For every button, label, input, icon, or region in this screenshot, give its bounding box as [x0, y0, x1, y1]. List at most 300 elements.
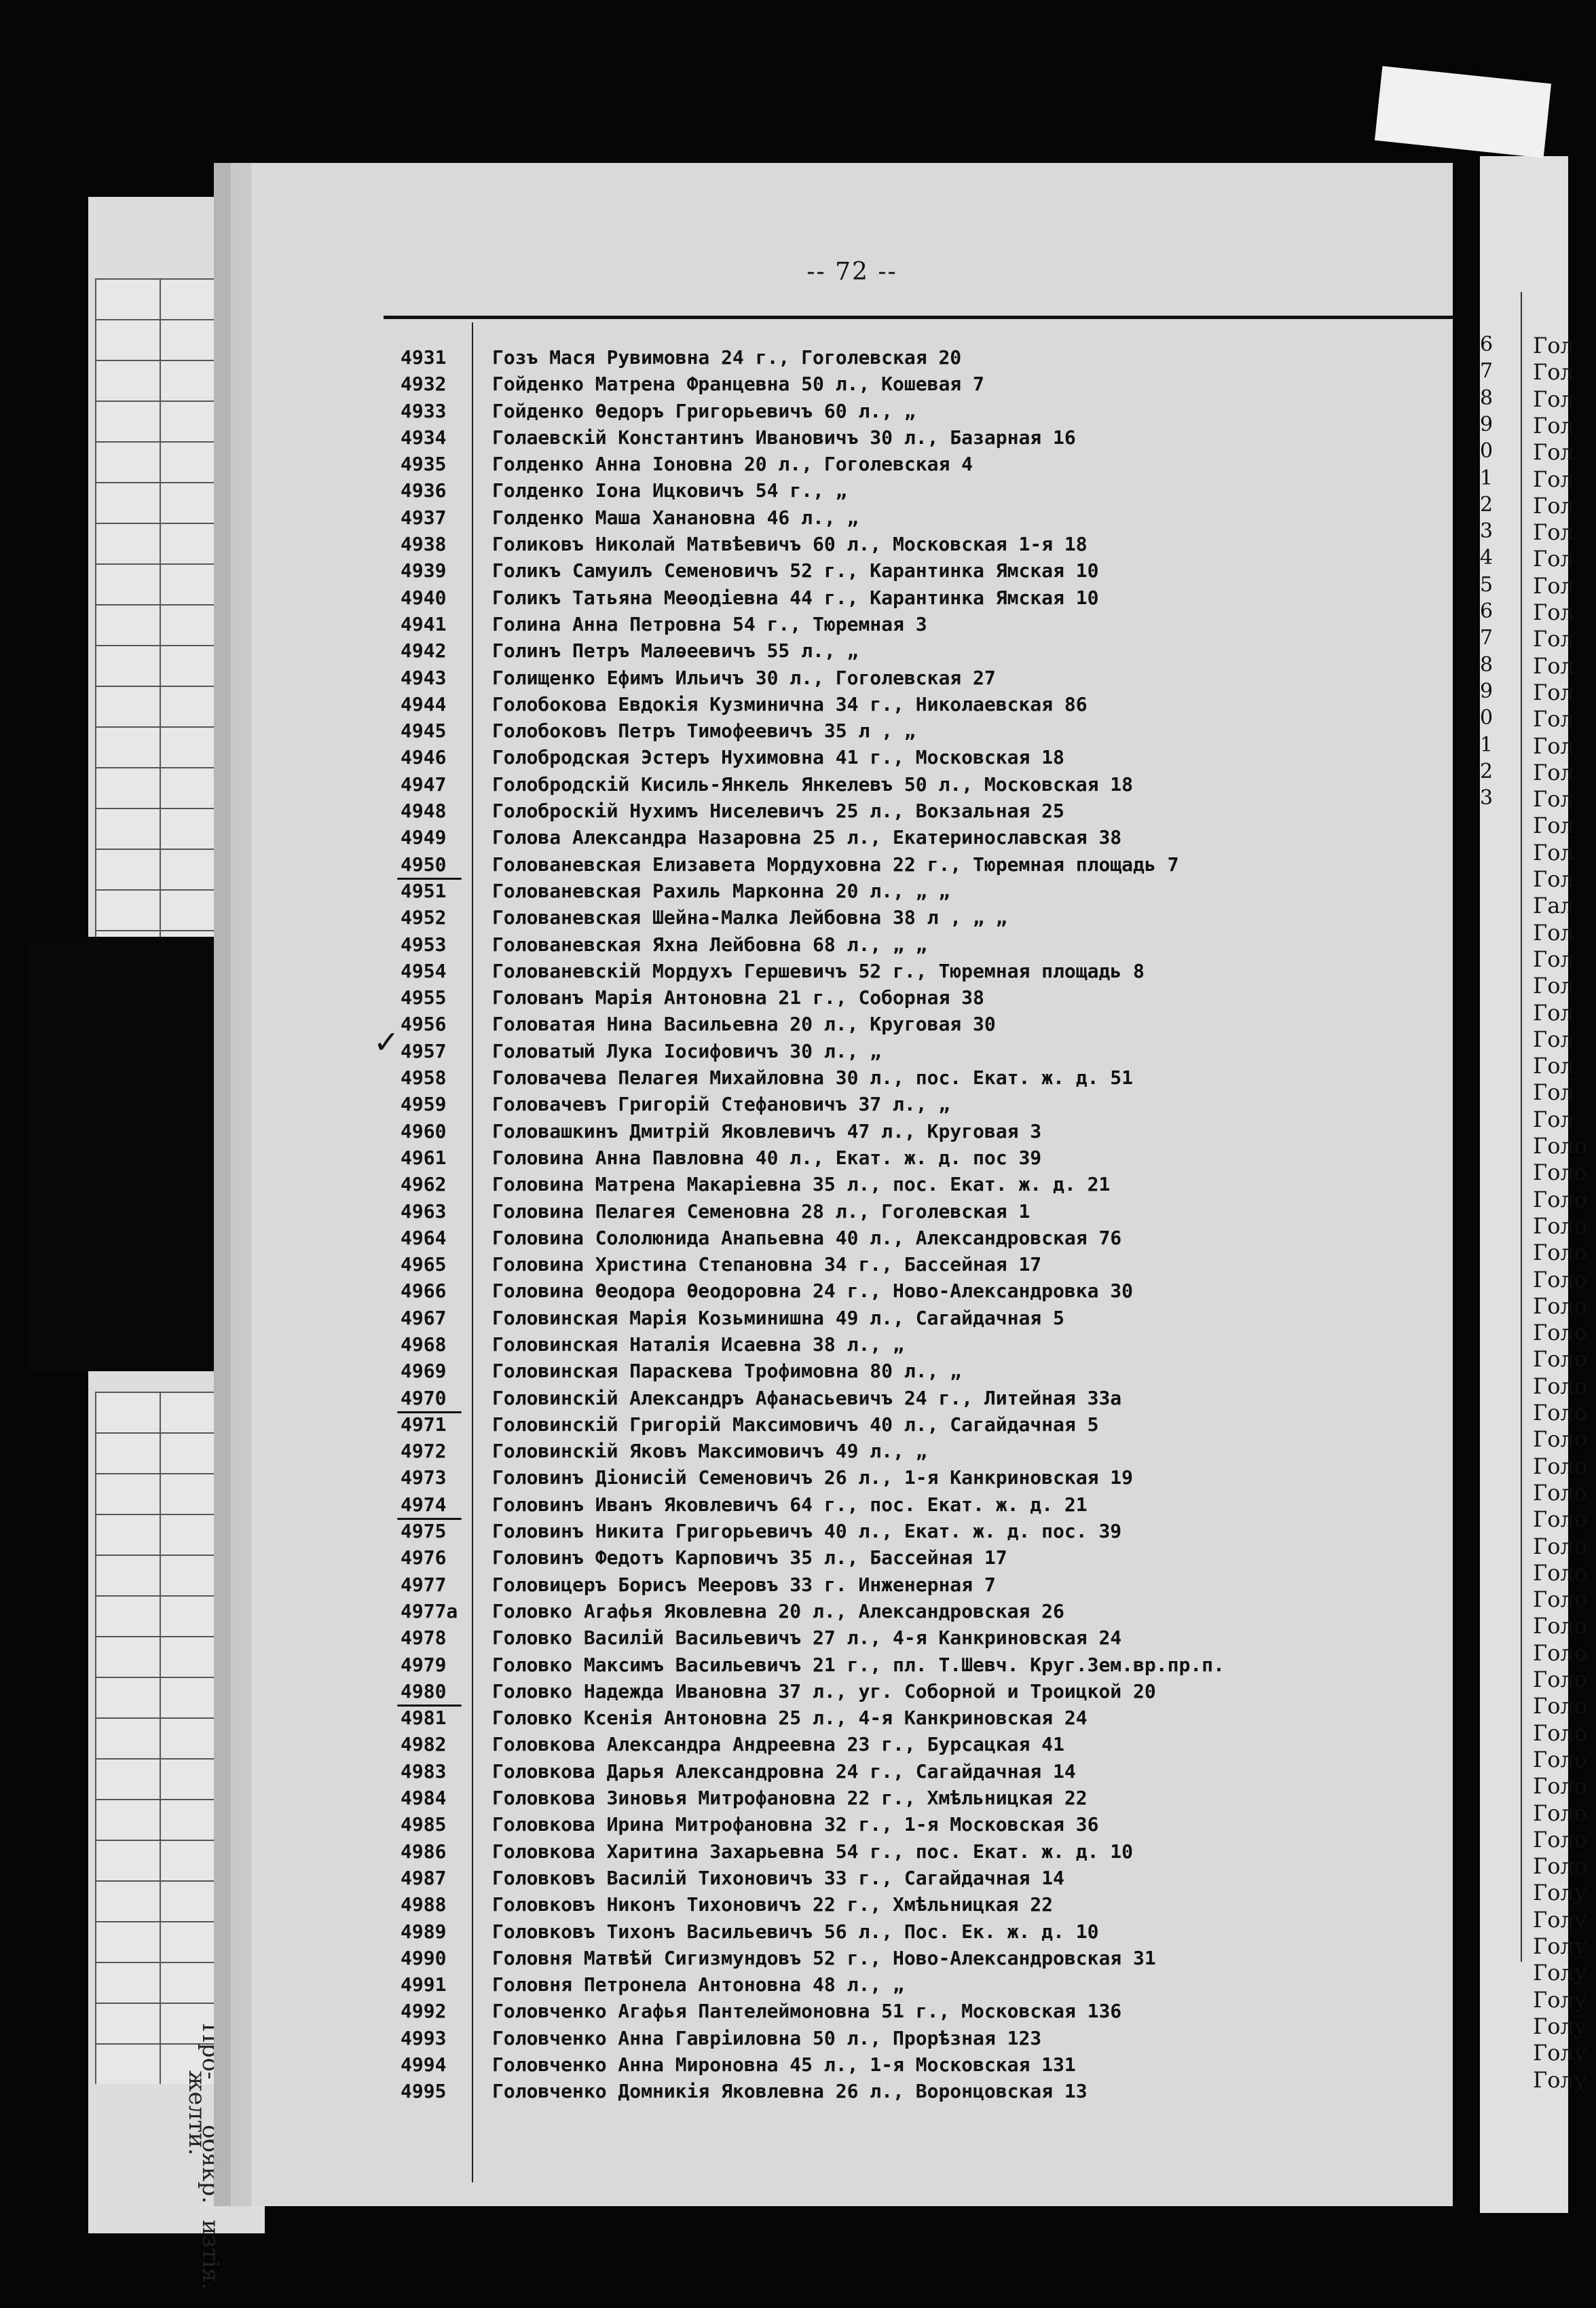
adjacent-page-word: Гол — [1533, 919, 1574, 946]
entry-number: 4950 — [401, 853, 447, 876]
directory-entry — [251, 479, 1453, 506]
directory-entry — [251, 1493, 1453, 1520]
entry-text: Голоброскій Нухимъ Ниселевичъ 25 л., Вокзальная 25 — [492, 800, 1064, 823]
entry-text: Голова Александра Назаровна 25 л., Екатеринославская 38 — [492, 826, 1122, 849]
adjacent-page-word: Голу — [1533, 2066, 1587, 2093]
entry-number: 4974 — [401, 1493, 447, 1516]
entry-text: Головинскій Александръ Афанасьевичъ 24 г., Литейная 33а — [492, 1386, 1122, 1409]
entry-text: Головинскій Григорій Максимовичъ 40 л., Сагайдачная 5 — [492, 1413, 1099, 1436]
entry-number: 4956 — [401, 1013, 447, 1036]
adjacent-page-word: Голо — [1533, 1292, 1588, 1319]
entry-number: 4953 — [401, 933, 447, 956]
entry-number: 4982 — [401, 1733, 447, 1756]
adjacent-page-number: 2 — [1480, 759, 1493, 783]
entry-number: 4983 — [401, 1760, 447, 1783]
entry-number: 4959 — [401, 1093, 447, 1116]
entry-number: 4946 — [401, 746, 447, 769]
directory-entry — [251, 1680, 1453, 1707]
entry-text: Головашкинъ Дмитрій Яковлевичъ 47 л., Круговая 3 — [492, 1119, 1042, 1142]
adjacent-page-word: Голу — [1533, 1880, 1587, 1906]
directory-entry — [251, 587, 1453, 613]
entry-text: Гозъ Мася Рувимовна 24 г., Гоголевская 20 — [492, 346, 962, 369]
entry-text: Голинъ Петръ Малѳеевичъ 55 л., „ — [492, 639, 859, 663]
entry-number: 4962 — [401, 1173, 447, 1196]
directory-entry — [251, 1440, 1453, 1466]
entry-number: 4963 — [401, 1199, 447, 1223]
directory-entry — [251, 1707, 1453, 1733]
directory-entry — [251, 1520, 1453, 1546]
entry-text: Головковъ Тихонъ Васильевичъ 56 л., Пос. Ек. ж. д. 10 — [492, 1920, 1099, 1943]
directory-entry — [251, 400, 1453, 426]
entry-text: Головинскій Яковъ Максимовичъ 49 л., „ — [492, 1440, 927, 1463]
entry-text: Головченко Анна Гавріиловна 50 л., Прорѣзная 123 — [492, 2026, 1042, 2049]
directory-entry — [251, 1013, 1453, 1039]
directory-entry — [251, 1413, 1453, 1440]
adjacent-page-number: 0 — [1480, 439, 1493, 464]
directory-entry — [251, 1466, 1453, 1493]
entry-text: Голованевская Елизавета Мордуховна 22 г., Тюремная площадь 7 — [492, 853, 1179, 876]
entry-number: 4968 — [401, 1333, 447, 1356]
adjacent-page-word: Голо — [1533, 1559, 1588, 1586]
adjacent-page-number: 9 — [1480, 412, 1493, 436]
adjacent-page-word: Голо — [1533, 1586, 1588, 1613]
entry-text: Голованевская Рахиль Марконна 20 л., „ „ — [492, 879, 950, 902]
adjacent-page-word: Голо — [1533, 1266, 1588, 1292]
entry-number: 4991 — [401, 1973, 447, 1996]
entry-number: 4976 — [401, 1546, 447, 1569]
adjacent-page-word: Гол — [1533, 439, 1574, 466]
entry-text: Головкова Александра Андреевна 23 г., Бурсацкая 41 — [492, 1733, 1064, 1756]
directory-entry — [251, 1546, 1453, 1573]
adjacent-page-word: Гол — [1533, 732, 1574, 759]
ledger-grid-upper — [95, 278, 224, 991]
adjacent-page-word: Гол — [1533, 813, 1574, 839]
directory-entry — [251, 2027, 1453, 2053]
entry-text: Голикъ Татьяна Меѳодіевна 44 г., Карантинка Ямская 10 — [492, 586, 1099, 609]
handwritten-underline — [397, 1411, 462, 1413]
adjacent-page-word: Гол — [1533, 626, 1574, 652]
entry-number: 4972 — [401, 1440, 447, 1463]
entry-number: 4969 — [401, 1360, 447, 1383]
directory-entry — [251, 880, 1453, 906]
adjacent-page-word: Гол — [1533, 839, 1574, 866]
adjacent-page-word: Гал — [1533, 893, 1574, 919]
entry-number: 4961 — [401, 1146, 447, 1169]
entry-text: Голиковъ Николай Матвѣевичъ 60 л., Московская 1-я 18 — [492, 533, 1088, 556]
handwritten-underline — [397, 1518, 462, 1520]
entry-text: Головченко Агафья Пантелеймоновна 51 г., Московская 136 — [492, 2000, 1122, 2023]
entry-number: 4949 — [401, 826, 447, 849]
entry-text: Головко Василій Васильевичъ 27 л., 4-я Канкриновская 24 — [492, 1626, 1122, 1650]
directory-entry — [251, 426, 1453, 453]
adjacent-page-strip — [1480, 156, 1588, 2213]
entry-text: Головко Надежда Ивановна 37 л., уг. Соборной и Троицкой 20 — [492, 1679, 1156, 1702]
adjacent-page-word: Гол — [1533, 412, 1574, 439]
entry-text: Головинская Марія Козьминишна 49 л., Сагайдачная 5 — [492, 1306, 1064, 1329]
adjacent-page-word: Гол — [1533, 359, 1574, 386]
entry-number: 4948 — [401, 800, 447, 823]
adjacent-page-word: Гол — [1533, 519, 1574, 546]
adjacent-page-word: Голо — [1533, 1133, 1588, 1159]
directory-entry — [251, 1787, 1453, 1813]
directory-entry — [251, 1733, 1453, 1760]
entry-text: Головкова Зиновья Митрофановна 22 г., Хмѣльницкая 22 — [492, 1787, 1088, 1810]
directory-entry — [251, 346, 1453, 373]
entry-number: 4960 — [401, 1119, 447, 1142]
entry-text: Головинъ Федотъ Карповичъ 35 л., Бассейная 17 — [492, 1546, 1007, 1569]
adjacent-page-word: Гол — [1533, 1079, 1574, 1106]
directory-entry — [251, 2053, 1453, 2080]
directory-entry — [251, 533, 1453, 559]
directory-entry — [251, 1173, 1453, 1199]
entry-text: Головина Сололюнида Анапьевна 40 л., Александровская 76 — [492, 1226, 1122, 1249]
entry-number: 4931 — [401, 346, 447, 369]
adjacent-page-word: Голо — [1533, 1667, 1588, 1692]
adjacent-page-number: 7 — [1480, 359, 1493, 384]
entry-text: Головкова Ирина Митрофановна 32 г., 1-я Московская 36 — [492, 1813, 1099, 1836]
adjacent-page-word: Гол — [1533, 759, 1574, 785]
entry-text: Головинъ Діонисій Семеновичъ 26 л., 1-я Канкриновская 19 — [492, 1466, 1134, 1489]
directory-entry — [251, 506, 1453, 533]
adjacent-page-rule — [1521, 292, 1522, 1962]
handwritten-check-mark: ✓ — [373, 1024, 400, 1060]
side-label-2: желти. — [183, 2070, 210, 2156]
entry-text: Голденко Іона Ицковичъ 54 г., „ — [492, 479, 847, 502]
adjacent-page-word: Голу — [1533, 1986, 1587, 2013]
adjacent-page-word: Голу — [1533, 2040, 1587, 2066]
directory-entry — [251, 826, 1453, 853]
entry-text: Головина Ѳеодора Ѳеодоровна 24 г., Ново-Александровка 30 — [492, 1280, 1134, 1303]
entry-text: Голина Анна Петровна 54 г., Тюремная 3 — [492, 612, 927, 635]
entry-number: 4975 — [401, 1520, 447, 1543]
directory-entry — [251, 986, 1453, 1013]
directory-entry — [251, 1307, 1453, 1333]
side-label-3: обякр. — [197, 2125, 224, 2204]
directory-entry — [251, 1227, 1453, 1253]
directory-entry — [251, 1333, 1453, 1360]
entry-number: 4987 — [401, 1866, 447, 1889]
directory-entry — [251, 1387, 1453, 1413]
adjacent-page-word: Голо — [1533, 1639, 1588, 1666]
entry-number: 4947 — [401, 773, 447, 796]
adjacent-page-number: 6 — [1480, 333, 1493, 356]
directory-entry — [251, 1760, 1453, 1787]
entry-text: Голованъ Марія Антоновна 21 г., Соборная 38 — [492, 986, 984, 1009]
directory-entry — [251, 1654, 1453, 1680]
directory-entry — [251, 1280, 1453, 1306]
adjacent-page-word: Гол — [1533, 466, 1574, 492]
entry-text: Головня Петронела Антоновна 48 л., „ — [492, 1973, 904, 1996]
directory-entry — [251, 1066, 1453, 1093]
directory-entry — [251, 1574, 1453, 1600]
adjacent-page-number: 2 — [1480, 492, 1493, 517]
entry-text: Головина Пелагея Семеновна 28 л., Гоголевская 1 — [492, 1199, 1031, 1223]
directory-entry — [251, 1920, 1453, 1947]
adjacent-page-word: Голо — [1533, 1400, 1588, 1426]
binding-shadow — [27, 937, 285, 1371]
adjacent-page-number: 8 — [1480, 386, 1493, 410]
adjacent-page-word: Голо — [1533, 1159, 1588, 1186]
entry-number: 4993 — [401, 2026, 447, 2049]
ledger-grid-lower — [95, 1392, 224, 2084]
entry-number: 4955 — [401, 986, 447, 1009]
adjacent-page-word: Голу — [1533, 2013, 1587, 2039]
entry-text: Головина Анна Павловна 40 л., Екат. ж. д. пос 39 — [492, 1146, 1042, 1169]
adjacent-page-word: Гол — [1533, 333, 1574, 358]
entry-text: Головченко Домникія Яковлевна 26 л., Воронцовская 13 — [492, 2080, 1088, 2103]
entry-number: 4967 — [401, 1306, 447, 1329]
directory-entry — [251, 2080, 1453, 2106]
directory-entry — [251, 693, 1453, 720]
entry-number: 4952 — [401, 906, 447, 929]
entry-text: Голобоковъ Петръ Тимофеевичъ 35 л , „ — [492, 720, 916, 743]
entry-text: Гойденко Матрена Францевна 50 л., Кошевая 7 — [492, 373, 984, 396]
entry-text: Головина Матрена Макаріевна 35 л., пос. Екат. ж. д. 21 — [492, 1173, 1111, 1196]
entry-number: 4943 — [401, 666, 447, 689]
entry-number: 4977а — [401, 1599, 458, 1622]
entry-number: 4964 — [401, 1226, 447, 1249]
adjacent-page-word: Гол — [1533, 1053, 1574, 1079]
entry-number: 4977 — [401, 1573, 447, 1596]
directory-entry — [251, 853, 1453, 880]
adjacent-page-word: Голо — [1533, 1346, 1588, 1373]
entry-number: 4945 — [401, 720, 447, 743]
adjacent-page-word: Голо — [1533, 1373, 1588, 1399]
adjacent-page-word: Голо — [1533, 1506, 1588, 1533]
directory-entry — [251, 1200, 1453, 1227]
adjacent-page-word: Голо — [1533, 1853, 1588, 1880]
entry-text: Головкова Дарья Александровна 24 г., Сагайдачная 14 — [492, 1760, 1076, 1783]
adjacent-page-word: Голо — [1533, 1719, 1588, 1746]
entry-text: Головня Матвѣй Сигизмундовъ 52 г., Ново-Александровская 31 — [492, 1946, 1156, 1969]
directory-entry — [251, 1253, 1453, 1280]
entry-text: Головинская Параскева Трофимовна 80 л., „ — [492, 1360, 962, 1383]
entry-text: Головинъ Иванъ Яковлевичъ 64 г., пос. Екат. ж. д. 21 — [492, 1493, 1088, 1516]
entry-number: 4965 — [401, 1253, 447, 1276]
adjacent-page-word: Гол — [1533, 546, 1574, 572]
entry-number: 4940 — [401, 586, 447, 609]
entry-text: Головковъ Василій Тихоновичъ 33 г., Сагайдачная 14 — [492, 1866, 1064, 1889]
entry-number: 4989 — [401, 1920, 447, 1943]
side-label-4: изтія. — [197, 2220, 224, 2290]
adjacent-page-word: Гол — [1533, 386, 1574, 412]
adjacent-page-word: Голу — [1533, 1906, 1587, 1933]
entry-number: 4986 — [401, 1840, 447, 1863]
adjacent-page-number: 3 — [1480, 786, 1493, 811]
adjacent-page-word: Голо — [1533, 1453, 1588, 1479]
adjacent-page-word: Гол — [1533, 973, 1574, 999]
entry-number: 4981 — [401, 1707, 447, 1730]
adjacent-page-word: Гол — [1533, 652, 1574, 679]
entry-number: 4934 — [401, 426, 447, 449]
adjacent-page-word: Голо — [1533, 1533, 1588, 1559]
entry-number: 4938 — [401, 533, 447, 556]
adjacent-page-word: Гол — [1533, 1026, 1574, 1052]
entry-number: 4984 — [401, 1787, 447, 1810]
entry-number: 4994 — [401, 2053, 447, 2076]
entry-text: Голобродская Эстеръ Нухимовна 41 г., Московская 18 — [492, 746, 1064, 769]
adjacent-page-word: Гол — [1533, 492, 1574, 519]
adjacent-page-word: Голо — [1533, 1746, 1588, 1772]
entry-text: Головина Христина Степановна 34 г., Бассейная 17 — [492, 1253, 1042, 1276]
directory-entry — [251, 559, 1453, 586]
directory-entry — [251, 1867, 1453, 1893]
entry-text: Голованевская Яхна Лейбовна 68 л., „ „ — [492, 933, 927, 956]
entry-number: 4941 — [401, 612, 447, 635]
adjacent-page-word: Голо — [1533, 1773, 1588, 1800]
directory-entry — [251, 1147, 1453, 1173]
directory-entry — [251, 613, 1453, 639]
entry-text: Головко Максимъ Васильевичъ 21 г., пл. Т.Шевч. Круг.Зем.вр.пр.п. — [492, 1653, 1225, 1676]
directory-entry — [251, 800, 1453, 826]
adjacent-page-number: 4 — [1480, 546, 1493, 570]
entry-text: Головковъ Никонъ Тихоновичъ 22 г., Хмѣльницкая 22 — [492, 1893, 1054, 1916]
entry-text: Головачева Пелагея Михайловна 30 л., пос. Екат. ж. д. 51 — [492, 1066, 1134, 1090]
side-label-1: Про- — [197, 2023, 224, 2080]
entry-number: 4942 — [401, 639, 447, 663]
entry-text: Головко Агафья Яковлевна 20 л., Александровская 26 — [492, 1599, 1064, 1622]
adjacent-page-number: 1 — [1480, 466, 1493, 490]
adjacent-page-number: 3 — [1480, 519, 1493, 544]
entry-number: 4990 — [401, 1946, 447, 1969]
entry-number: 4966 — [401, 1280, 447, 1303]
adjacent-page-word: Гол — [1533, 786, 1574, 813]
entry-text: Голобокова Евдокія Кузминична 34 г., Николаевская 86 — [492, 692, 1088, 715]
directory-entry — [251, 773, 1453, 800]
adjacent-page-number: 5 — [1480, 572, 1493, 597]
adjacent-page-word: Гол — [1533, 999, 1574, 1026]
entry-number: 4933 — [401, 399, 447, 422]
entry-number: 4954 — [401, 959, 447, 982]
adjacent-page-word: Голу — [1533, 1933, 1587, 1959]
entry-text: Голаевскій Константинъ Ивановичъ 30 л., Базарная 16 — [492, 426, 1076, 449]
adjacent-page-word: Голо — [1533, 1320, 1588, 1346]
adjacent-page-word: Голо — [1533, 1693, 1588, 1719]
entry-text: Голобродскій Кисиль-Янкель Янкелевъ 50 л., Московская 18 — [492, 773, 1134, 796]
header-rule — [384, 316, 1453, 319]
directory-entry — [251, 933, 1453, 960]
adjacent-page-word: Голо — [1533, 1613, 1588, 1639]
adjacent-page-word: Голо — [1533, 1479, 1588, 1506]
entry-text: Голованевскій Мордухъ Гершевичъ 52 г., Тюремная площадь 8 — [492, 959, 1145, 982]
directory-entry — [251, 1040, 1453, 1066]
entry-number: 4980 — [401, 1679, 447, 1702]
entry-number: 4937 — [401, 506, 447, 529]
entry-number: 4957 — [401, 1039, 447, 1062]
page-number: -- 72 -- — [806, 258, 897, 286]
adjacent-page-word: Гол — [1533, 706, 1574, 732]
adjacent-page-word: Голо — [1533, 1800, 1588, 1826]
entry-list — [251, 346, 1453, 2107]
entry-text: Головатая Нина Васильевна 20 л., Круговая 30 — [492, 1013, 996, 1036]
directory-entry — [251, 639, 1453, 666]
entry-number: 4973 — [401, 1466, 447, 1489]
adjacent-page-word: Гол — [1533, 866, 1574, 892]
adjacent-page-word: Голу — [1533, 1960, 1587, 1986]
directory-entry — [251, 1626, 1453, 1653]
entry-number: 4979 — [401, 1653, 447, 1676]
adjacent-page-word: Голо — [1533, 1826, 1588, 1853]
entry-number: 4995 — [401, 2080, 447, 2103]
directory-entry — [251, 1840, 1453, 1867]
torn-paper-corner — [1375, 66, 1551, 158]
directory-entry — [251, 373, 1453, 399]
directory-entry — [251, 746, 1453, 773]
adjacent-page-number: 1 — [1480, 732, 1493, 757]
directory-page — [251, 163, 1453, 2206]
directory-entry — [251, 960, 1453, 986]
entry-number: 4958 — [401, 1066, 447, 1090]
directory-entry — [251, 667, 1453, 693]
adjacent-page-number: 9 — [1480, 679, 1493, 703]
entry-text: Голденко Маша Ханановна 46 л., „ — [492, 506, 859, 529]
entry-number: 4971 — [401, 1413, 447, 1436]
directory-entry — [251, 2000, 1453, 2026]
entry-text: Головачевъ Григорій Стефановичъ 37 л., „ — [492, 1093, 950, 1116]
directory-entry — [251, 1813, 1453, 1840]
entry-number: 4951 — [401, 879, 447, 902]
directory-entry — [251, 720, 1453, 746]
entry-text: Голищенко Ефимъ Ильичъ 30 л., Гоголевская 27 — [492, 666, 996, 689]
directory-entry — [251, 1093, 1453, 1119]
entry-number: 4932 — [401, 373, 447, 396]
entry-number: 4978 — [401, 1626, 447, 1650]
entry-text: Голованевская Шейна-Малка Лейбовна 38 л , „ „ — [492, 906, 1007, 929]
entry-text: Головинская Наталія Исаевна 38 л., „ — [492, 1333, 904, 1356]
entry-text: Головинъ Никита Григорьевичъ 40 л., Екат. ж. д. пос. 39 — [492, 1520, 1122, 1543]
adjacent-page-word: Гол — [1533, 572, 1574, 599]
entry-text: Головатый Лука Іосифовичъ 30 л., „ — [492, 1039, 882, 1062]
entry-number: 4944 — [401, 692, 447, 715]
entry-number: 4935 — [401, 453, 447, 476]
adjacent-page-word: Гол — [1533, 946, 1574, 972]
entry-number: 4985 — [401, 1813, 447, 1836]
entry-number: 4939 — [401, 559, 447, 582]
entry-text: Головкова Харитина Захарьевна 54 г., пос. Екат. ж. д. 10 — [492, 1840, 1134, 1863]
adjacent-page-number: 0 — [1480, 706, 1493, 730]
adjacent-page-number: 8 — [1480, 652, 1493, 677]
directory-entry — [251, 1893, 1453, 1920]
adjacent-page-word: Гол — [1533, 679, 1574, 705]
entry-text: Головицеръ Борисъ Мееровъ 33 г. Инженерная 7 — [492, 1573, 996, 1596]
directory-entry — [251, 1973, 1453, 2000]
entry-text: Головченко Анна Мироновна 45 л., 1-я Московская 131 — [492, 2053, 1076, 2076]
directory-entry — [251, 1360, 1453, 1386]
entry-text: Головко Ксенія Антоновна 25 л., 4-я Канкриновская 24 — [492, 1707, 1088, 1730]
adjacent-page-number: 7 — [1480, 626, 1493, 650]
directory-entry — [251, 453, 1453, 479]
entry-text: Голденко Анна Іоновна 20 л., Гоголевская 4 — [492, 453, 973, 476]
entry-number: 4992 — [401, 2000, 447, 2023]
entry-text: Голикъ Самуилъ Семеновичъ 52 г., Карантинка Ямская 10 — [492, 559, 1099, 582]
entry-number: 4970 — [401, 1386, 447, 1409]
adjacent-page-word: Голо — [1533, 1186, 1588, 1212]
entry-number: 4936 — [401, 479, 447, 502]
directory-entry — [251, 1120, 1453, 1147]
handwritten-underline — [397, 1705, 462, 1707]
adjacent-page-word: Гол — [1533, 599, 1574, 625]
adjacent-page-number: 6 — [1480, 599, 1493, 623]
entry-text: Гойденко Ѳедоръ Григорьевичъ 60 л., „ — [492, 399, 916, 422]
adjacent-page-word: Голо — [1533, 1426, 1588, 1453]
adjacent-page-word: Голо — [1533, 1212, 1588, 1239]
adjacent-page-word: Гол — [1533, 1106, 1574, 1132]
directory-entry — [251, 1947, 1453, 1973]
handwritten-underline — [397, 878, 462, 880]
adjacent-page-word: Голо — [1533, 1240, 1588, 1266]
entry-number: 4988 — [401, 1893, 447, 1916]
directory-entry — [251, 906, 1453, 933]
